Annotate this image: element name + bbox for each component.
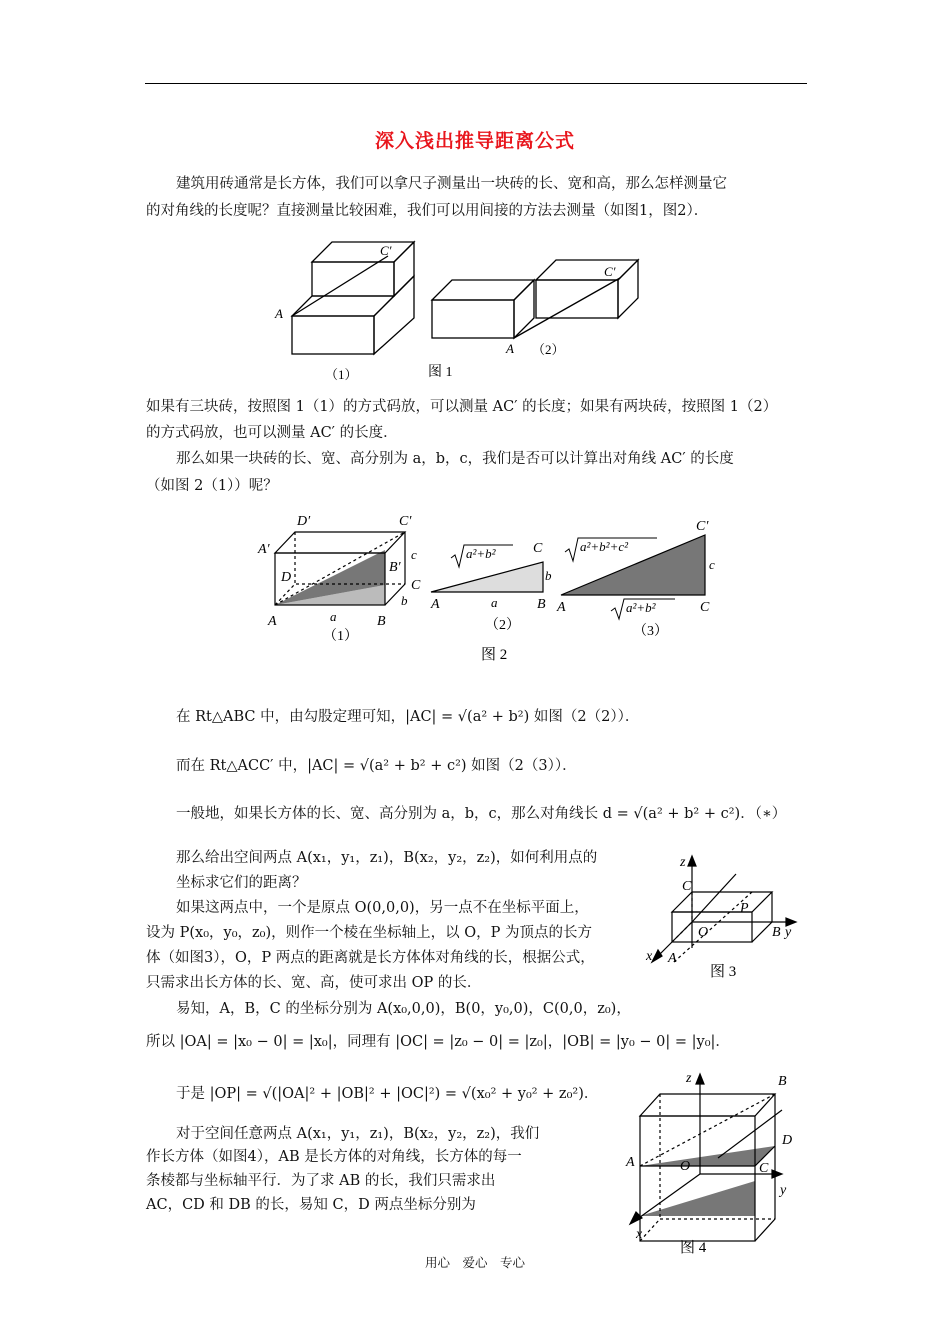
figure-4 bbox=[620, 1066, 805, 1256]
figure-3 bbox=[644, 852, 804, 982]
paragraph-8-line-2: 设为 P(x₀，y₀，z₀)，则作一个棱在坐标轴上，以 O，P 为顶点的长方 bbox=[146, 925, 592, 941]
fig3-z: z bbox=[680, 855, 686, 870]
figure-1 bbox=[270, 236, 650, 386]
fig2-sqrt-ab: a²+b² bbox=[466, 546, 496, 561]
fig2-tri2-a: A bbox=[431, 597, 440, 612]
paragraph-6: 一般地，如果长方体的长、宽、高分别为 a，b，c，那么对角线长 d = √(a² + b² + c²)．（∗） bbox=[176, 806, 787, 822]
fig2-tri3-c1: C′ bbox=[696, 519, 709, 534]
fig2-sqrt-ab-2: a²+b² bbox=[626, 600, 656, 615]
fig3-a: A bbox=[668, 951, 677, 966]
fig2-c-len: c bbox=[411, 547, 417, 562]
fig2-b-len: b bbox=[401, 593, 408, 608]
fig1-sub-1: （1） bbox=[325, 367, 358, 382]
paragraph-8-line-1: 如果这两点中，一个是原点 O(0,0,0)，另一点不在坐标平面上， bbox=[176, 900, 589, 916]
paragraph-2-line-2: 的方式码放，也可以测量 AC′ 的长度． bbox=[146, 425, 398, 441]
fig2-tri3-c-len: c bbox=[709, 557, 715, 572]
paragraph-11-line-1: 对于空间任意两点 A(x₁，y₁，z₁)，B(x₂，y₂，z₂)，我们 bbox=[176, 1126, 540, 1142]
fig1-caption: 图 1 bbox=[428, 365, 453, 380]
paragraph-2-line-1: 如果有三块砖，按照图 1（1）的方式码放，可以测量 AC′ 的长度；如果有两块砖，按照图 1（2） bbox=[146, 399, 778, 415]
paragraph-7-line-2: 坐标求它们的距离？ bbox=[176, 875, 307, 891]
fig2-c: C bbox=[411, 578, 421, 593]
fig2-c1: C′ bbox=[399, 514, 412, 529]
fig1-label-a-2: A bbox=[506, 341, 514, 356]
paragraph-4: 在 Rt△ABC 中，由勾股定理可知，|AC| = √(a² + b²) 如图（2（2））． bbox=[176, 709, 640, 725]
fig4-b: B bbox=[778, 1074, 787, 1089]
fig2-b: B bbox=[377, 614, 386, 629]
paragraph-8-line-3: 体（如图3），O，P 两点的距离就是长方体体对角线的长，根据公式， bbox=[146, 950, 595, 966]
fig2-d1: D′ bbox=[297, 514, 311, 529]
fig2-caption: 图 2 bbox=[481, 647, 508, 663]
fig2-tri2-b: B bbox=[537, 597, 546, 612]
paragraph-11-line-4: AC，CD 和 DB 的长，易知 C，D 两点坐标分别为 bbox=[146, 1197, 476, 1213]
fig4-o: O bbox=[680, 1159, 691, 1174]
fig1-label-c: C′ bbox=[380, 243, 392, 258]
fig4-x: x bbox=[636, 1227, 643, 1242]
paragraph-11-line-2: 作长方体（如图4），AB 是长方体的对角线，长方体的每一 bbox=[146, 1149, 522, 1165]
fig2-sqrt-abc: a²+b²+c² bbox=[580, 539, 629, 554]
fig2-tri3-a: A bbox=[557, 600, 566, 615]
paragraph-11-line-3: 条棱都与坐标轴平行．为了求 AB 的长，我们只需求出 bbox=[146, 1173, 496, 1189]
fig2-a1: A′ bbox=[258, 542, 270, 557]
fig2-sub-2: （2） bbox=[485, 618, 520, 633]
paragraph-9-line-1: 易知，A，B，C 的坐标分别为 A(x₀,0,0)，B(0，y₀,0)，C(0,0，z₀)， bbox=[176, 1001, 631, 1017]
figure-2 bbox=[255, 505, 725, 675]
fig2-tri2-c: C bbox=[533, 541, 543, 556]
fig3-y: y bbox=[785, 925, 792, 940]
fig3-c: C bbox=[682, 879, 692, 894]
fig2-d: D bbox=[281, 570, 292, 585]
fig4-a: A bbox=[626, 1155, 635, 1170]
paragraph-9-line-2: 所以 |OA| = |x₀ − 0| = |x₀|，同理有 |OC| = |z₀ − 0| = |z₀|，|OB| = |y₀ − 0| = |y₀|． bbox=[146, 1034, 730, 1050]
fig3-o: O bbox=[698, 925, 709, 940]
fig2-a: A bbox=[268, 614, 277, 629]
fig1-label-a: A bbox=[275, 306, 283, 321]
fig2-a-len: a bbox=[330, 609, 337, 624]
paragraph-3-line-1: 那么如果一块砖的长、宽、高分别为 a，b，c，我们是否可以计算出对角线 AC′ 的长度 bbox=[176, 451, 734, 467]
paragraph-7-line-1: 那么给出空间两点 A(x₁，y₁，z₁)，B(x₂，y₂，z₂)，如何利用点的 bbox=[176, 850, 598, 866]
header-rule bbox=[145, 83, 807, 84]
paragraph-10: 于是 |OP| = √(|OA|² + |OB|² + |OC|²) = √(x₀² + y₀² + z₀²)． bbox=[176, 1086, 599, 1102]
paragraph-3-line-2: （如图 2（1））呢？ bbox=[146, 478, 278, 494]
fig2-b1: B′ bbox=[389, 560, 401, 575]
fig4-caption: 图 4 bbox=[680, 1240, 707, 1256]
fig3-p: P bbox=[740, 901, 749, 916]
paragraph-1-line-2: 的对角线的长度呢？直接测量比较困难，我们可以用间接的方法去测量（如图1，图2）． bbox=[146, 203, 709, 219]
fig3-caption: 图 3 bbox=[710, 964, 737, 980]
paragraph-8-line-4: 只需求出长方体的长、宽、高，使可求出 OP 的长． bbox=[146, 975, 482, 991]
fig4-y: y bbox=[780, 1183, 787, 1198]
fig1-label-c-2: C′ bbox=[604, 264, 616, 279]
fig2-sub-1: （1） bbox=[323, 629, 358, 644]
fig4-c: C bbox=[759, 1161, 769, 1176]
fig2-sub-3: （3） bbox=[633, 624, 668, 639]
fig4-z: z bbox=[686, 1071, 692, 1086]
page-title: 深入浅出推导距离公式 bbox=[374, 130, 575, 152]
fig2-tri2-a-len: a bbox=[491, 595, 498, 610]
fig3-x: x bbox=[646, 949, 653, 964]
page-footer: 用心 爱心 专心 bbox=[424, 1255, 525, 1270]
paragraph-5: 而在 Rt△ACC′ 中，|AC| = √(a² + b² + c²) 如图（2（3））． bbox=[176, 758, 577, 774]
fig2-tri2-b-len: b bbox=[545, 568, 552, 583]
fig2-tri3-c: C bbox=[700, 600, 710, 615]
fig4-d: D bbox=[782, 1133, 793, 1148]
paragraph-1-line-1: 建筑用砖通常是长方体，我们可以拿尺子测量出一块砖的长、宽和高，那么怎样测量它 bbox=[176, 176, 727, 192]
fig3-b: B bbox=[772, 925, 781, 940]
fig1-sub-2: （2） bbox=[532, 342, 565, 357]
